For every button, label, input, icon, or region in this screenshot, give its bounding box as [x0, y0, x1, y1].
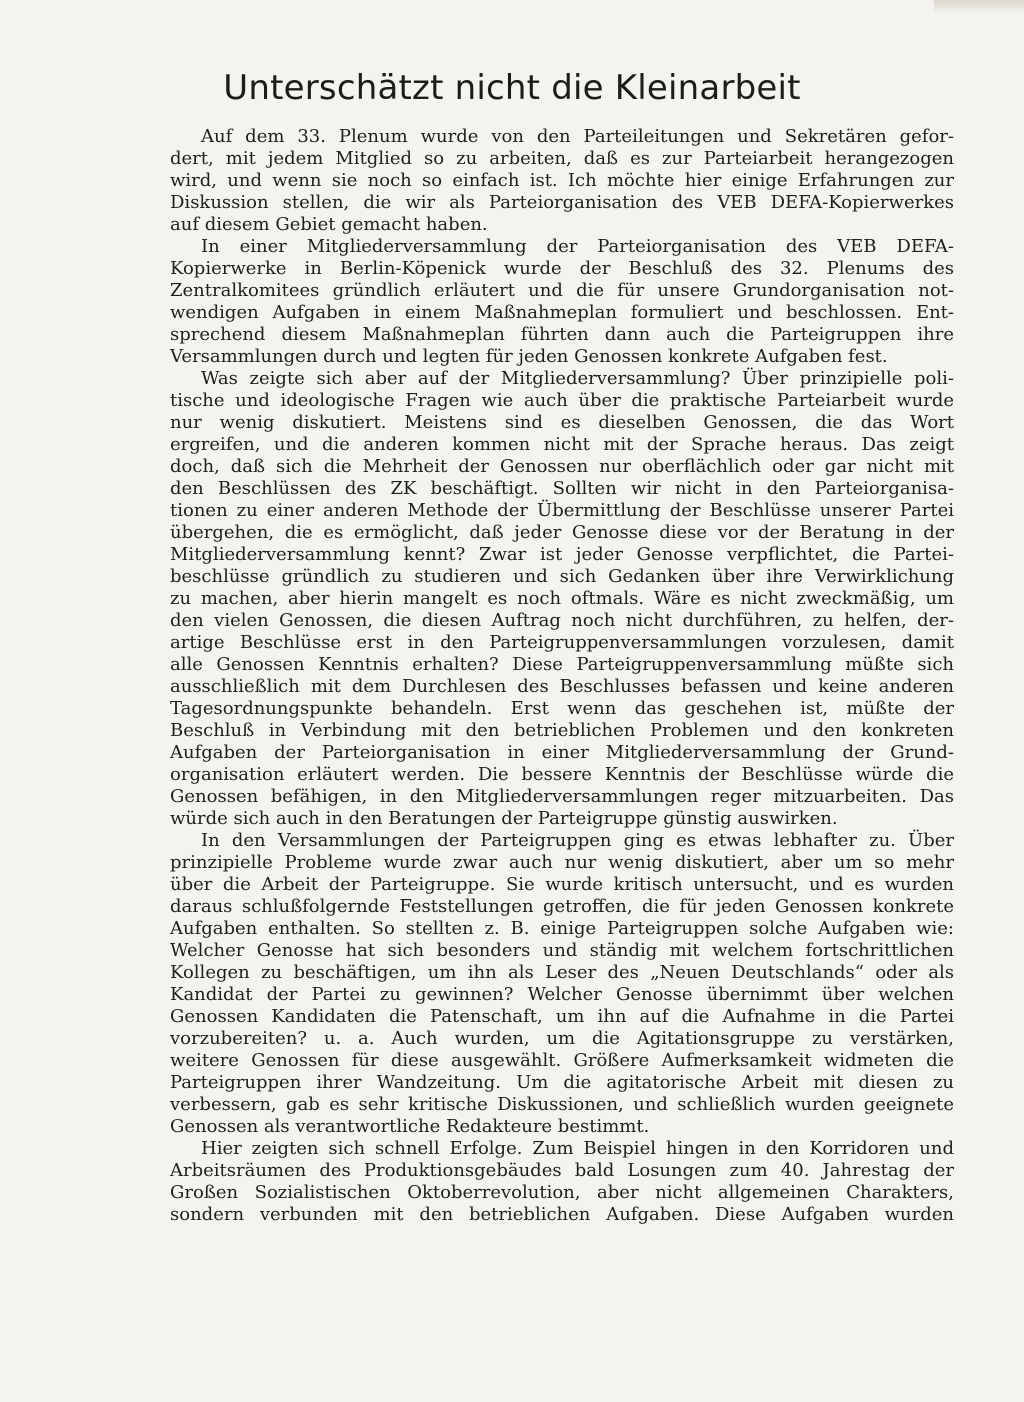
text-line: In den Versammlungen der Parteigruppen ging es etwas lebhafter zu. Über — [201, 830, 954, 851]
text-line: weitere Genossen für diese ausgewählt. Größere Aufmerksamkeit widmeten die — [170, 1050, 954, 1071]
text-line: daraus schlußfolgernde Feststellungen getroffen, die für jeden Genossen konkrete — [170, 896, 954, 917]
text-line: wird, und wenn sie noch so einfach ist. Ich möchte hier einige Erfahrungen zur — [170, 170, 954, 191]
text-line: Kopierwerke in Berlin-Köpenick wurde der Beschluß des 32. Plenums des — [170, 258, 954, 279]
text-line: vorzubereiten? u. a. Auch wurden, um die Agitationsgruppe zu verstärken, — [170, 1028, 954, 1049]
text-line: Genossen Kandidaten die Patenschaft, um ihn auf die Aufnahme in die Partei — [170, 1006, 954, 1027]
text-line: Beschluß in Verbindung mit den betrieblichen Problemen und den konkreten — [170, 720, 954, 741]
text-line: übergehen, die es ermöglicht, daß jeder Genosse diese vor der Beratung in der — [170, 522, 954, 543]
text-line: Was zeigte sich aber auf der Mitgliederversammlung? Über prinzipielle poli- — [201, 368, 954, 389]
text-line: ausschließlich mit dem Durchlesen des Beschlusses befassen und keine anderen — [170, 676, 954, 697]
text-line: Aufgaben enthalten. So stellten z. B. einige Parteigruppen solche Aufgaben wie: — [170, 918, 954, 939]
text-line: Hier zeigten sich schnell Erfolge. Zum Beispiel hingen in den Korridoren und — [201, 1138, 954, 1159]
text-line: dert, mit jedem Mitglied so zu arbeiten, daß es zur Parteiarbeit herangezogen — [170, 148, 954, 169]
text-line: In einer Mitgliederversammlung der Parteiorganisation des VEB DEFA- — [201, 236, 954, 257]
text-line: auf diesem Gebiet gemacht haben. — [170, 214, 488, 235]
text-line: tionen zu einer anderen Methode der Übermittlung der Beschlüsse unserer Partei — [170, 500, 954, 521]
text-line: Kandidat der Partei zu gewinnen? Welcher Genosse übernimmt über welchen — [170, 984, 954, 1005]
text-line: Parteigruppen ihrer Wandzeitung. Um die agitatorische Arbeit mit diesen zu — [170, 1072, 954, 1093]
article-body — [170, 126, 954, 1226]
text-line: doch, daß sich die Mehrheit der Genossen nur oberflächlich oder gar nicht mit — [170, 456, 954, 477]
text-line: sprechend diesem Maßnahmeplan führten dann auch die Parteigruppen ihre — [170, 324, 954, 345]
text-line: den Beschlüssen des ZK beschäftigt. Sollten wir nicht in den Parteiorganisa- — [170, 478, 954, 499]
text-line: verbessern, gab es sehr kritische Diskussionen, und schließlich wurden geeignete — [170, 1094, 954, 1115]
paragraph — [170, 368, 954, 830]
text-line: würde sich auch in den Beratungen der Parteigruppe günstig auswirken. — [170, 808, 838, 829]
text-line: wendigen Aufgaben in einem Maßnahmeplan formuliert und beschlossen. Ent- — [170, 302, 954, 323]
text-line: alle Genossen Kenntnis erhalten? Diese Parteigruppenversammlung müßte sich — [170, 654, 954, 675]
text-line: Tagesordnungspunkte behandeln. Erst wenn das geschehen ist, müßte der — [170, 698, 954, 719]
text-line: Kollegen zu beschäftigen, um ihn als Leser des „Neuen Deutschlands“ oder als — [170, 962, 954, 983]
paragraph — [170, 830, 954, 1138]
text-line: Großen Sozialistischen Oktoberrevolution, aber nicht allgemeinen Charakters, — [170, 1182, 954, 1203]
text-line: Genossen befähigen, in den Mitgliederversammlungen reger mitzuarbeiten. Das — [170, 786, 954, 807]
paragraph — [170, 236, 954, 368]
text-line: zu machen, aber hierin mangelt es noch oftmals. Wäre es nicht zweckmäßig, um — [170, 588, 954, 609]
paragraph — [170, 1138, 954, 1226]
text-line: nur wenig diskutiert. Meistens sind es dieselben Genossen, die das Wort — [170, 412, 954, 433]
text-line: Genossen als verantwortliche Redakteure bestimmt. — [170, 1116, 650, 1137]
text-line: ergreifen, und die anderen kommen nicht mit der Sprache heraus. Das zeigt — [170, 434, 954, 455]
text-line: Mitgliederversammlung kennt? Zwar ist jeder Genosse verpflichtet, die Partei- — [170, 544, 954, 565]
scan-edge-mark — [934, 0, 1024, 14]
text-line: Welcher Genosse hat sich besonders und ständig mit welchem fortschrittlichen — [170, 940, 954, 961]
text-line: Diskussion stellen, die wir als Parteiorganisation des VEB DEFA-Kopierwerkes — [170, 192, 954, 213]
text-line: über die Arbeit der Parteigruppe. Sie wurde kritisch untersucht, und es wurden — [170, 874, 954, 895]
text-line: artige Beschlüsse erst in den Parteigruppenversammlungen vorzulesen, damit — [170, 632, 954, 653]
text-line: Arbeitsräumen des Produktionsgebäudes bald Losungen zum 40. Jahrestag der — [170, 1160, 954, 1181]
text-line: den vielen Genossen, die diesen Auftrag noch nicht durchführen, zu helfen, der- — [170, 610, 954, 631]
text-line: Zentralkomitees gründlich erläutert und die für unsere Grundorganisation not- — [170, 280, 954, 301]
paragraph — [170, 126, 954, 236]
text-line: sondern verbunden mit den betrieblichen Aufgaben. Diese Aufgaben wurden — [170, 1204, 954, 1225]
text-line: beschlüsse gründlich zu studieren und sich Gedanken über ihre Verwirklichung — [170, 566, 954, 587]
text-line: prinzipielle Probleme wurde zwar auch nur wenig diskutiert, aber um so mehr — [170, 852, 954, 873]
text-line: Versammlungen durch und legten für jeden Genossen konkrete Aufgaben fest. — [170, 346, 888, 367]
text-line: tische und ideologische Fragen wie auch über die praktische Parteiarbeit wurde — [170, 390, 954, 411]
text-line: Auf dem 33. Plenum wurde von den Parteileitungen und Sekretären gefor- — [201, 126, 954, 147]
text-line: Aufgaben der Parteiorganisation in einer Mitgliederversammlung der Grund- — [170, 742, 954, 763]
text-line: organisation erläutert werden. Die bessere Kenntnis der Beschlüsse würde die — [170, 764, 954, 785]
article-title: Unterschätzt nicht die Kleinarbeit — [223, 68, 801, 108]
